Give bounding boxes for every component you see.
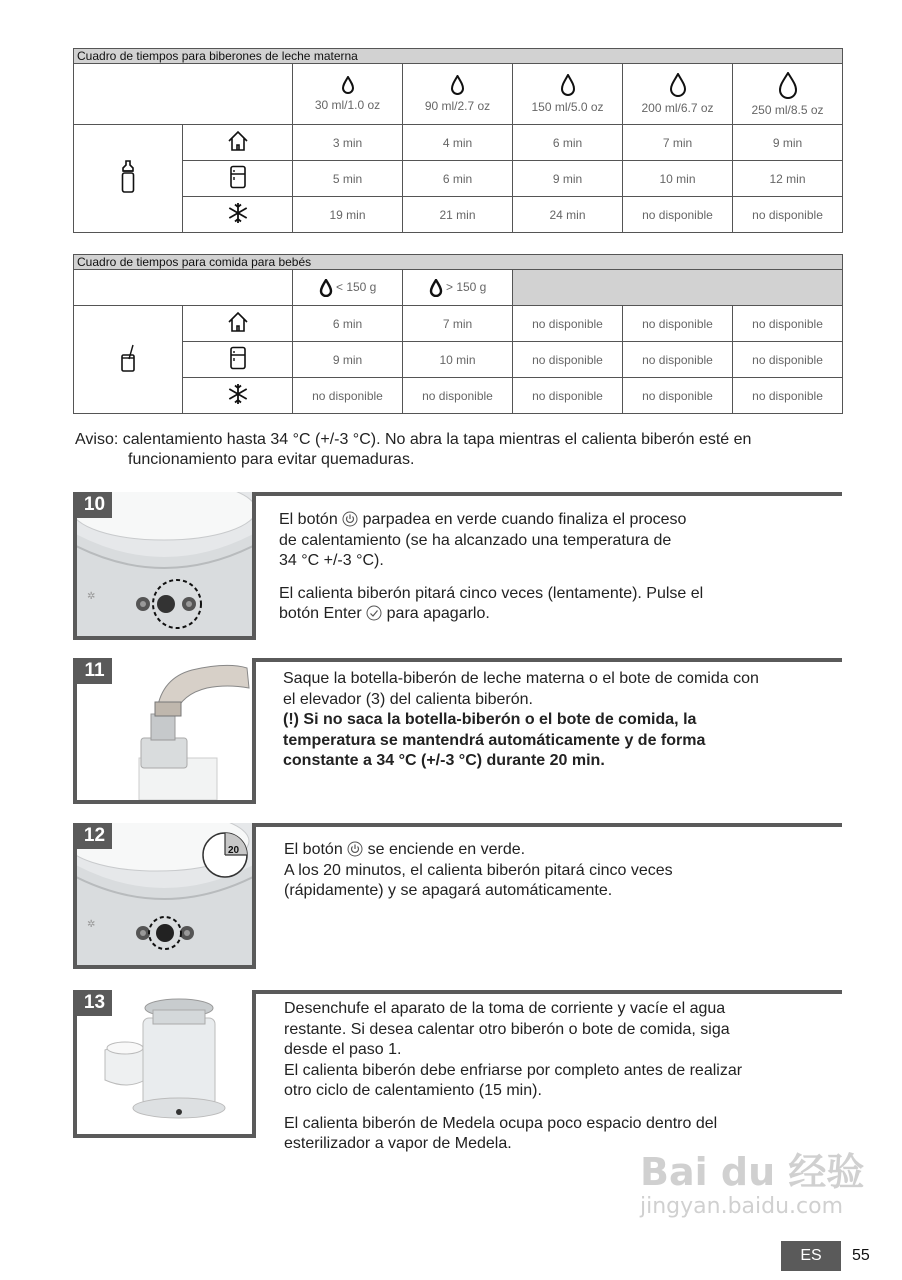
time-cell: no disponible (293, 378, 403, 414)
step-number: 13 (77, 990, 112, 1016)
time-cell: no disponible (733, 306, 843, 342)
drop-icon (669, 73, 687, 97)
step-10-image (73, 492, 256, 640)
time-cell: 24 min (513, 197, 623, 233)
step-13-text: Desenchufe el aparato de la toma de corriente y vacíe el agua restante. Si desea calentar otro biberón o bote de comida, siga desde el paso 1. El calienta biberón debe enfriarse por completo antes de realizar otro ciclo de calentamiento (15 min). El calienta biberón de Medela ocupa poco espacio dentro del esterilizador a vapor de Medela. (284, 1000, 743, 1152)
time-cell: no disponible (733, 197, 843, 233)
svg-text:✲: ✲ (87, 919, 96, 930)
table-title: Cuadro de tiempos para comida para bebés (74, 255, 843, 270)
volume-header: 30 ml/1.0 oz (293, 64, 403, 125)
step-10-text: El botón parpadea en verde cuando finaliza el proceso de calentamiento (se ha alcanzado una temperatura de 34 °C +/-3 °C). El calienta biberón pitará cinco veces (lentamente). Pulse el botón Enter para apagarlo. (279, 511, 704, 622)
house-icon (227, 130, 249, 152)
step-11-image (73, 658, 256, 804)
drop-icon (560, 74, 576, 96)
time-cell: 3 min (293, 125, 403, 161)
drop-icon (341, 76, 355, 94)
volume-header: 250 ml/8.5 oz (733, 64, 843, 125)
time-cell: 6 min (403, 161, 513, 197)
enter-check-icon (366, 605, 382, 621)
time-cell: 9 min (733, 125, 843, 161)
time-cell: 4 min (403, 125, 513, 161)
bottle-cell (74, 125, 183, 233)
timer-icon (201, 831, 249, 879)
time-cell: no disponible (513, 342, 623, 378)
snowflake-icon (227, 383, 249, 405)
step-13-image (73, 990, 256, 1138)
language-tab: ES (781, 1241, 841, 1271)
time-cell: 21 min (403, 197, 513, 233)
step-number: 12 (77, 823, 112, 849)
house-icon (227, 311, 249, 333)
time-cell: 10 min (623, 161, 733, 197)
time-cell: 19 min (293, 197, 403, 233)
fridge-icon (229, 165, 247, 189)
power-icon (347, 841, 363, 857)
time-cell: no disponible (733, 378, 843, 414)
jar-cell (74, 306, 183, 414)
time-cell: 6 min (293, 306, 403, 342)
step-number: 10 (77, 492, 112, 518)
time-cell: no disponible (623, 306, 733, 342)
warning-note: Aviso: calentamiento hasta 34 °C (+/-3 °C). No abra la tapa mientras el calienta biberón esté en funcionamiento para evitar quemaduras. (75, 431, 752, 468)
time-cell: 9 min (293, 342, 403, 378)
svg-text:✲: ✲ (87, 591, 96, 602)
breastmilk-time-table (73, 48, 843, 233)
weight-header: < 150 g (293, 270, 403, 306)
babyfood-time-table (73, 254, 843, 414)
baby-bottle-icon (120, 160, 136, 194)
weight-header: > 150 g (403, 270, 513, 306)
time-cell: no disponible (623, 342, 733, 378)
time-cell: no disponible (623, 197, 733, 233)
step-11-text: Saque la botella-biberón de leche materna o el bote de comida con el elevador (3) del calienta biberón. (!) Si no saca la botella-biberón o el bote de comida, la temperatura se mantendrá automáticamente y de forma constante a 34 °C (+/-3 °C) durante 20 min. (283, 670, 759, 769)
food-jar-icon (119, 343, 137, 373)
drop-icon (450, 75, 465, 95)
fridge-icon (229, 346, 247, 370)
time-cell: no disponible (733, 342, 843, 378)
time-cell: no disponible (403, 378, 513, 414)
step-12-image (73, 823, 256, 969)
snowflake-icon (227, 202, 249, 224)
step-number: 11 (77, 658, 112, 684)
drop-icon (778, 72, 798, 99)
time-cell: 6 min (513, 125, 623, 161)
page-number: 55 (852, 1247, 870, 1264)
time-cell: 7 min (403, 306, 513, 342)
volume-header: 90 ml/2.7 oz (403, 64, 513, 125)
time-cell: 10 min (403, 342, 513, 378)
time-cell: 7 min (623, 125, 733, 161)
watermark: Bai du 经验 jingyan.baidu.com (640, 1150, 865, 1219)
time-cell: 12 min (733, 161, 843, 197)
timer-label: 20 (228, 845, 240, 856)
power-icon (342, 511, 358, 527)
step-12-text: El botón se enciende en verde. A los 20 minutos, el calienta biberón pitará cinco veces (rápidamente) y se apagará automáticamente. (284, 841, 673, 899)
time-cell: no disponible (513, 378, 623, 414)
time-cell: 9 min (513, 161, 623, 197)
time-cell: 5 min (293, 161, 403, 197)
volume-header: 150 ml/5.0 oz (513, 64, 623, 125)
table-title: Cuadro de tiempos para biberones de leche materna (74, 49, 843, 64)
volume-header: 200 ml/6.7 oz (623, 64, 733, 125)
time-cell: no disponible (623, 378, 733, 414)
drop-icon (429, 279, 443, 297)
drop-icon (319, 279, 333, 297)
time-cell: no disponible (513, 306, 623, 342)
